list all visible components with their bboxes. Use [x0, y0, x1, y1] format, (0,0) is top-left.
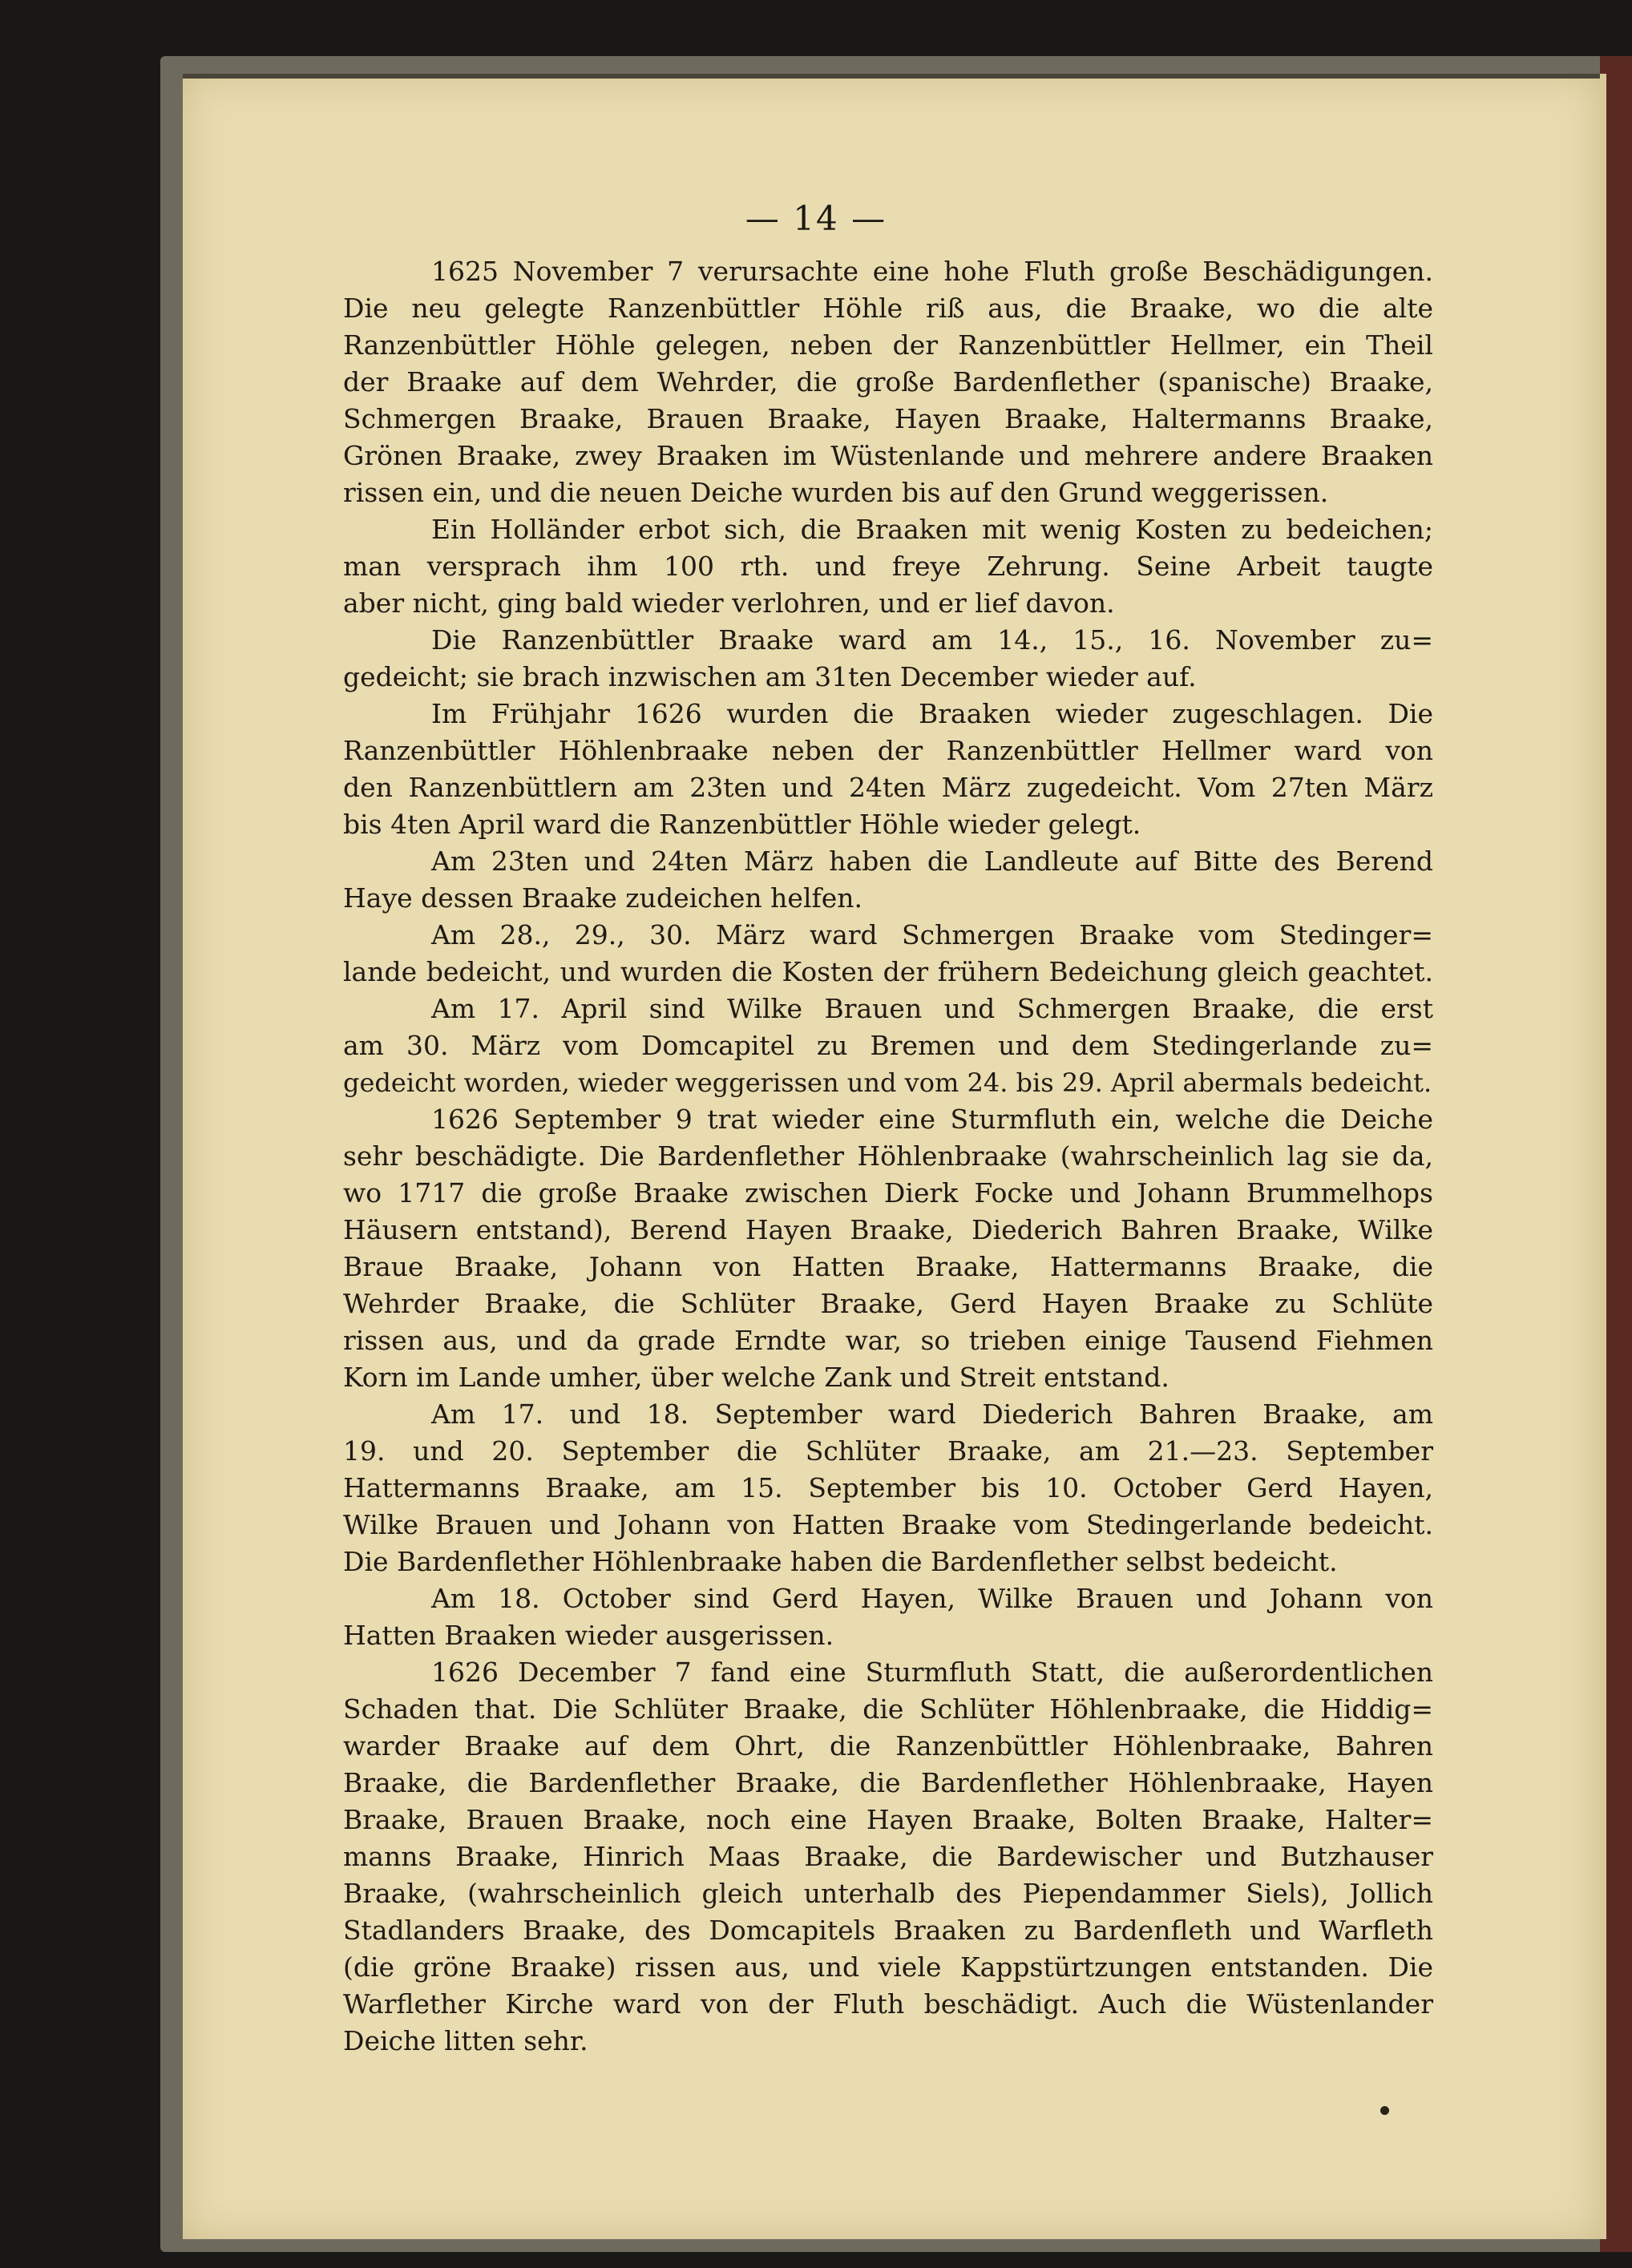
- text-line: Am 17. April sind Wilke Brauen und Schmergen Braake, die erst: [431, 993, 1433, 1024]
- text-line: Die Ranzenbüttler Braake ward am 14., 15., 16. November zu=: [431, 624, 1433, 656]
- text-line: Hattermanns Braake, am 15. September bis 10. October Gerd Hayen,: [343, 1472, 1433, 1503]
- text-line: Schaden that. Die Schlüter Braake, die Schlüter Höhlenbraake, die Hiddig=: [343, 1693, 1433, 1725]
- page-number: — 14 —: [745, 199, 887, 238]
- text-line: Stadlanders Braake, des Domcapitels Braaken zu Bardenfleth und Warfleth: [343, 1915, 1433, 1946]
- text-line: sehr beschädigte. Die Bardenflether Höhlenbraake (wahrscheinlich lag sie da,: [343, 1140, 1433, 1172]
- text-line: wo 1717 die große Braake zwischen Dierk Focke und Johann Brummelhops: [343, 1177, 1433, 1209]
- text-line: manns Braake, Hinrich Maas Braake, die Bardewischer und Butzhauser: [343, 1841, 1433, 1872]
- text-line: Die neu gelegte Ranzenbüttler Höhle riß aus, die Braake, wo die alte: [343, 293, 1433, 324]
- text-line: 19. und 20. September die Schlüter Braake, am 21.—23. September: [343, 1435, 1433, 1467]
- page-edge: [1600, 74, 1606, 2239]
- text-line: Braake, die Bardenflether Braake, die Bardenflether Höhlenbraake, Hayen: [343, 1767, 1433, 1798]
- text-line: den Ranzenbüttlern am 23ten und 24ten März zugedeicht. Vom 27ten März: [343, 772, 1433, 803]
- text-line: rissen ein, und die neuen Deiche wurden bis auf den Grund weggerissen.: [343, 477, 1329, 508]
- text-line: rissen aus, und da grade Erndte war, so trieben einige Tausend Fiehmen: [343, 1325, 1433, 1356]
- text-line: aber nicht, ging bald wieder verlohren, und er lief davon.: [343, 587, 1115, 619]
- text-line: Wilke Brauen und Johann von Hatten Braake vom Stedingerlande bedeicht.: [343, 1509, 1433, 1540]
- text-line: 1626 September 9 trat wieder eine Sturmfluth ein, welche die Deiche: [431, 1104, 1433, 1135]
- text-line: am 30. März vom Domcapitel zu Bremen und dem Stedingerlande zu=: [343, 1030, 1433, 1061]
- text-line: 1626 December 7 fand eine Sturmfluth Statt, die außerordentlichen: [431, 1657, 1433, 1688]
- text-line: man versprach ihm 100 rth. und freye Zehrung. Seine Arbeit taugte: [343, 551, 1433, 582]
- text-line: Braake, (wahrscheinlich gleich unterhalb des Piependammer Siels), Jollich: [343, 1878, 1433, 1909]
- text-line: Korn im Lande umher, über welche Zank und Streit entstand.: [343, 1362, 1169, 1393]
- text-line: Hatten Braaken wieder ausgerissen.: [343, 1620, 834, 1651]
- text-line: Braake, Brauen Braake, noch eine Hayen Braake, Bolten Braake, Halter=: [343, 1804, 1433, 1835]
- text-line: Schmergen Braake, Brauen Braake, Hayen Braake, Haltermanns Braake,: [343, 403, 1433, 434]
- text-line: Im Frühjahr 1626 wurden die Braaken wieder zugeschlagen. Die: [431, 698, 1433, 729]
- text-line: (die gröne Braake) rissen aus, und viele Kappstürtzungen entstanden. Die: [343, 1951, 1433, 1983]
- text-line: Am 18. October sind Gerd Hayen, Wilke Brauen und Johann von: [431, 1583, 1433, 1614]
- text-line: Ranzenbüttler Höhlenbraake neben der Ranzenbüttler Hellmer ward von: [343, 735, 1433, 766]
- text-line: Häusern entstand), Berend Hayen Braake, Diederich Bahren Braake, Wilke: [343, 1214, 1433, 1245]
- text-line: Am 23ten und 24ten März haben die Landleute auf Bitte des Berend: [431, 845, 1433, 877]
- text-line: Deiche litten sehr.: [343, 2025, 588, 2056]
- text-line: Warflether Kirche ward von der Fluth beschädigt. Auch die Wüstenlander: [343, 1988, 1433, 2020]
- text-line: der Braake auf dem Wehrder, die große Bardenflether (spanische) Braake,: [343, 366, 1433, 398]
- top-page-edge: [183, 74, 1600, 79]
- text-line: Am 17. und 18. September ward Diederich Bahren Braake, am: [431, 1398, 1433, 1430]
- body-text: [343, 253, 1433, 2060]
- text-line: Ein Holländer erbot sich, die Braaken mit wenig Kosten zu bedeichen;: [431, 514, 1433, 545]
- text-line: Grönen Braake, zwey Braaken im Wüstenlande und mehrere andere Braaken: [343, 440, 1433, 471]
- text-line: Wehrder Braake, die Schlüter Braake, Gerd Hayen Braake zu Schlüte: [343, 1288, 1433, 1319]
- text-line: lande bedeicht, und wurden die Kosten der frühern Bedeichung gleich geachtet.: [343, 956, 1433, 987]
- text-line: Ranzenbüttler Höhle gelegen, neben der Ranzenbüttler Hellmer, ein Theil: [343, 329, 1433, 361]
- text-line: 1625 November 7 verursachte eine hohe Fluth große Beschädigungen.: [431, 256, 1433, 287]
- text-line: warder Braake auf dem Ohrt, die Ranzenbüttler Höhlenbraake, Bahren: [343, 1730, 1433, 1762]
- text-line: gedeicht; sie brach inzwischen am 31ten December wieder auf.: [343, 661, 1197, 692]
- text-line: gedeicht worden, wieder weggerissen und vom 24. bis 29. April abermals bedeicht.: [343, 1067, 1432, 1098]
- ink-speck: [1380, 2106, 1389, 2115]
- text-line: Am 28., 29., 30. März ward Schmergen Braake vom Stedinger=: [431, 919, 1433, 950]
- text-line: bis 4ten April ward die Ranzenbüttler Höhle wieder gelegt.: [343, 809, 1141, 840]
- text-line: Braue Braake, Johann von Hatten Braake, Hattermanns Braake, die: [343, 1251, 1433, 1282]
- text-line: Die Bardenflether Höhlenbraake haben die Bardenflether selbst bedeicht.: [343, 1546, 1338, 1577]
- text-line: Haye dessen Braake zudeichen helfen.: [343, 882, 862, 914]
